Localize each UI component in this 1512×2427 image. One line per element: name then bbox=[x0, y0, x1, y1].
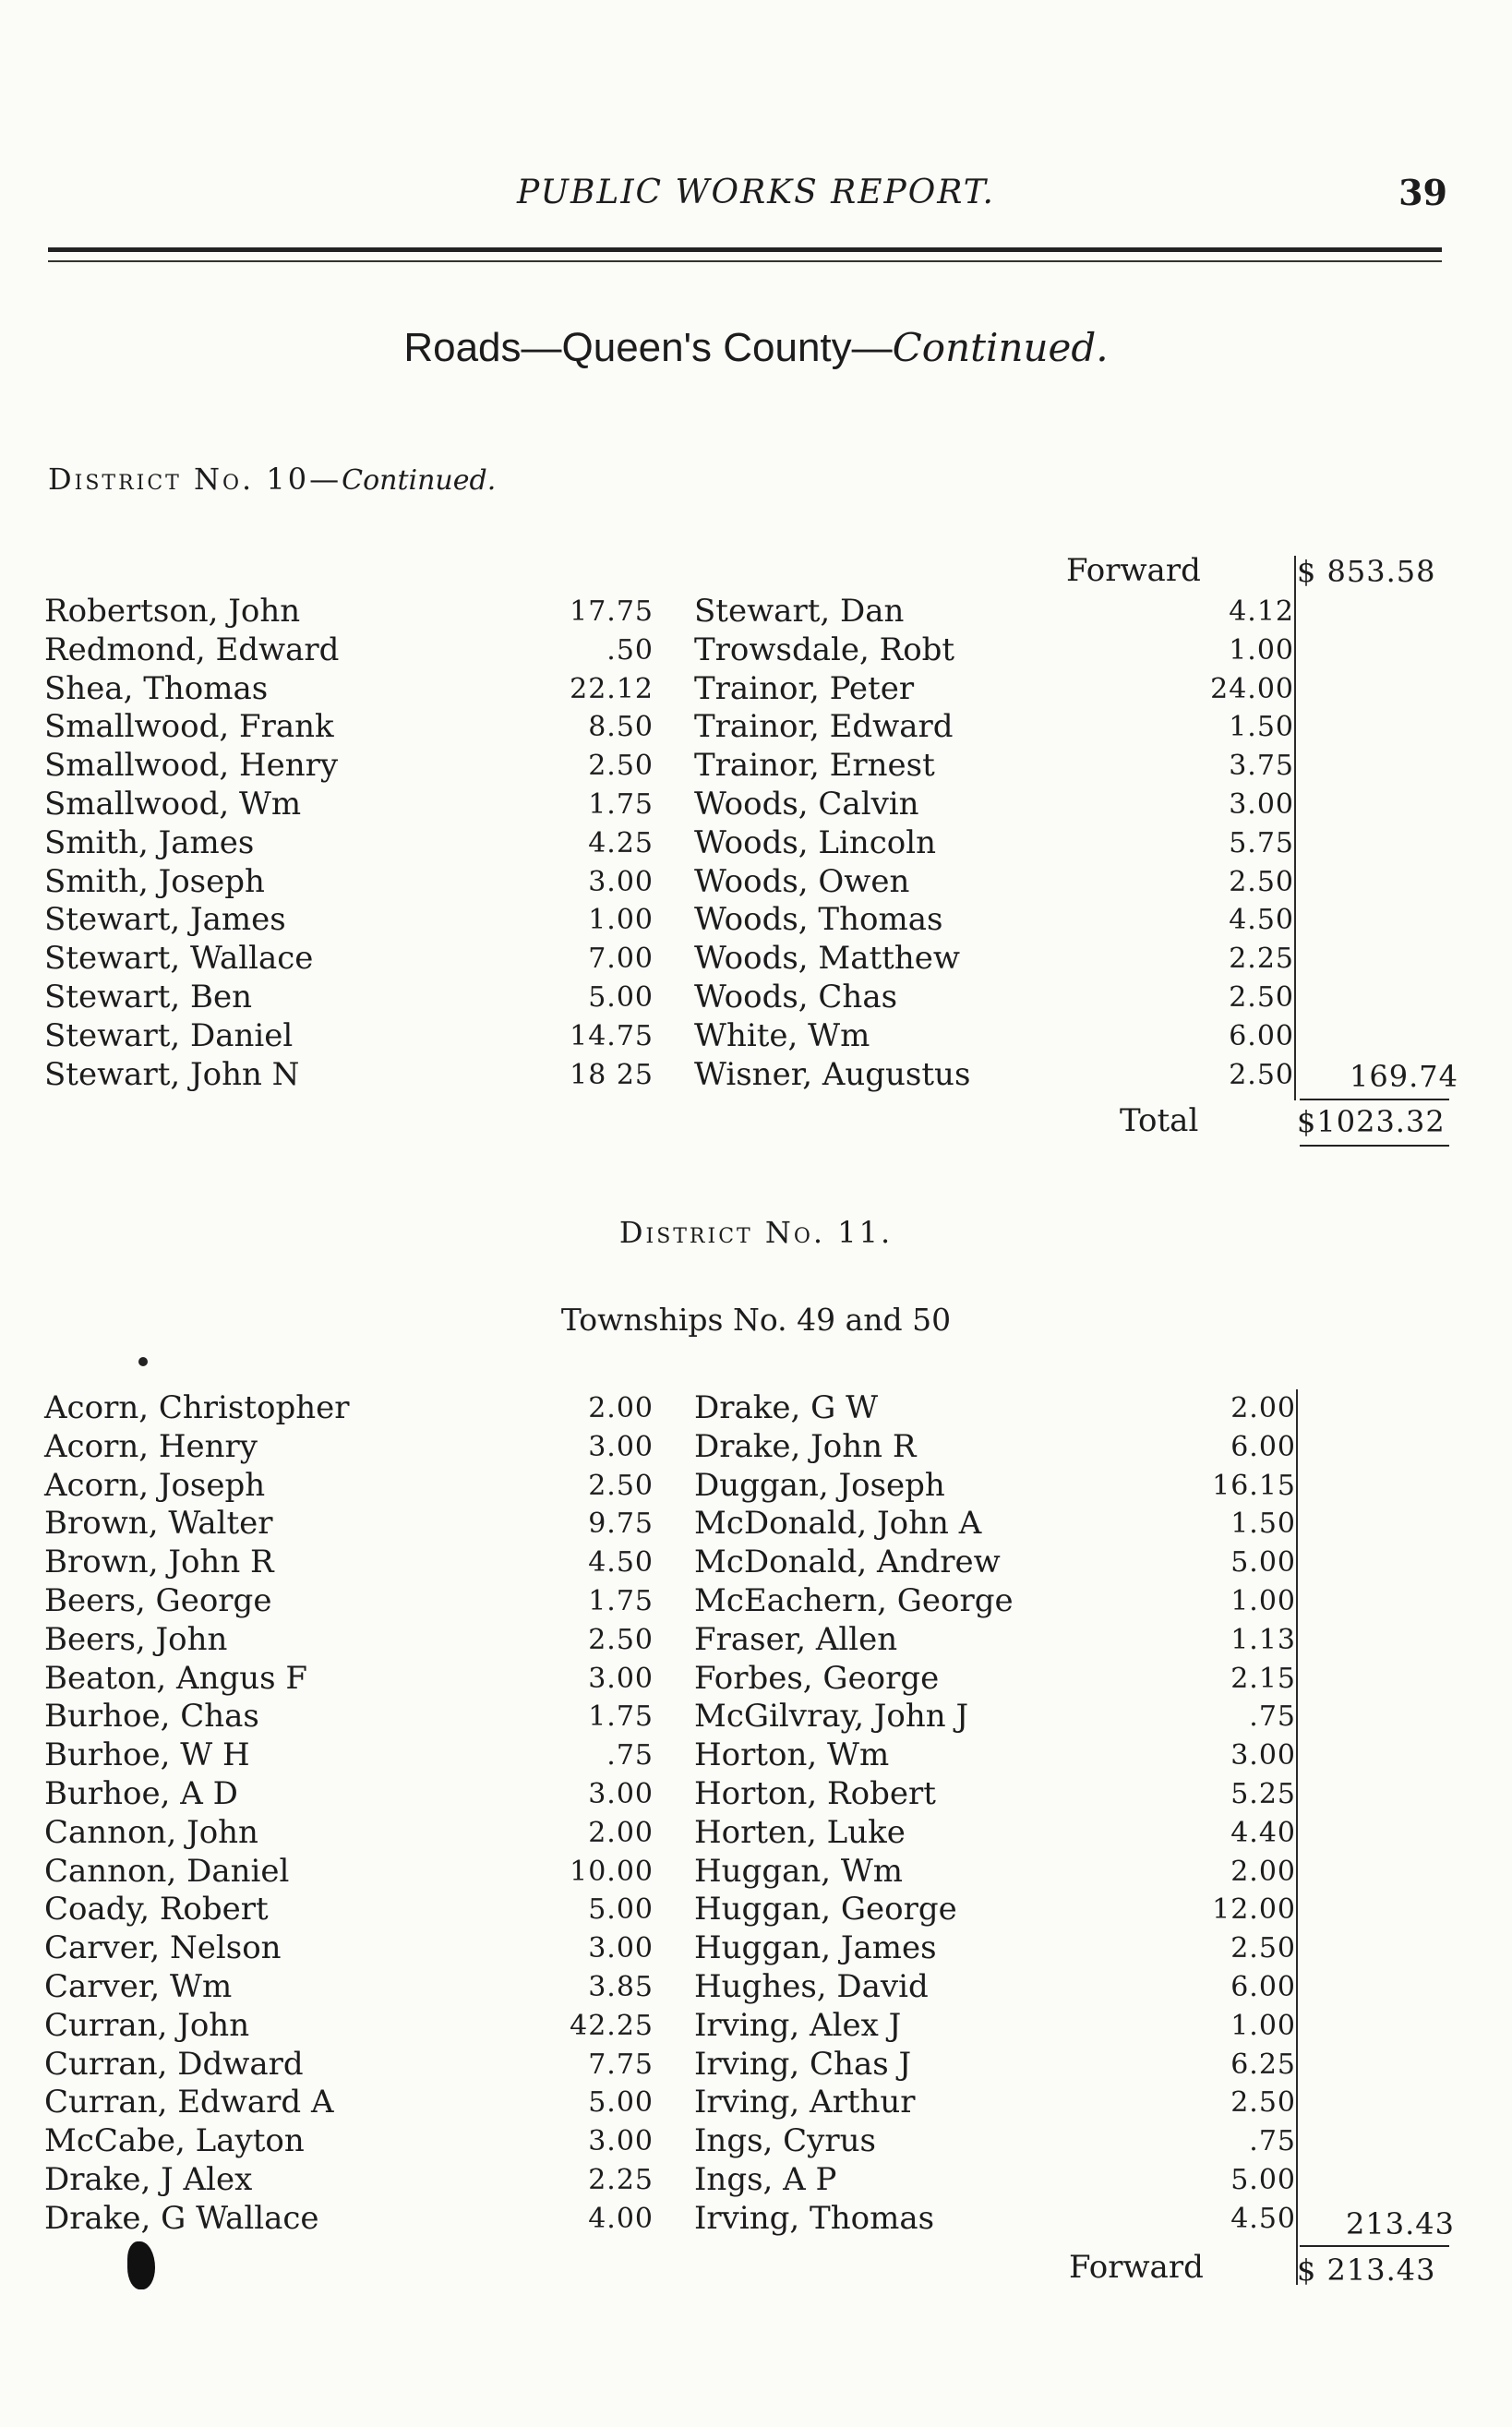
district-10-left-row bbox=[44, 1017, 654, 1056]
district-11-left-row bbox=[44, 1467, 654, 1506]
entry-amount: 1.13 bbox=[1230, 1623, 1296, 1656]
entry-name: Curran, Edward A bbox=[44, 2084, 334, 2121]
entry-name: Carver, Wm bbox=[44, 1967, 233, 2005]
district-11-right-row bbox=[694, 1736, 1296, 1775]
entry-name: Stewart, Ben bbox=[44, 978, 252, 1015]
entry-name: McCabe, Layton bbox=[44, 2122, 305, 2160]
entry-name: Horten, Luke bbox=[694, 1813, 906, 1851]
district-10-left-row bbox=[44, 670, 654, 709]
entry-amount: 2.25 bbox=[588, 2163, 654, 2196]
entry-amount: 5.00 bbox=[1230, 2163, 1296, 2196]
district-10-left-row bbox=[44, 786, 654, 824]
district-11-right-row bbox=[694, 1389, 1296, 1428]
entry-amount: .75 bbox=[606, 1739, 654, 1772]
entry-amount: 2.00 bbox=[1230, 1392, 1296, 1424]
entry-name: Drake, John R bbox=[694, 1427, 917, 1465]
forward-value-bottom: $ 213.43 bbox=[1297, 2253, 1436, 2288]
entry-amount: 22.12 bbox=[570, 672, 654, 705]
entry-name: Duggan, Joseph bbox=[694, 1466, 945, 1504]
entry-name: Smallwood, Wm bbox=[44, 785, 302, 823]
entry-name: Curran, Ddward bbox=[44, 2045, 304, 2083]
district-10-amount-rule bbox=[1294, 556, 1296, 1100]
district-11-right-row bbox=[694, 1814, 1296, 1853]
entry-name: McDonald, John A bbox=[694, 1505, 982, 1543]
district-11-left-row bbox=[44, 1660, 654, 1699]
district-11-left-row bbox=[44, 1389, 654, 1428]
district-10-left-row bbox=[44, 824, 654, 863]
total-value: $1023.32 bbox=[1297, 1104, 1446, 1139]
entry-name: Woods, Chas bbox=[694, 978, 898, 1015]
district-11-left-row bbox=[44, 1891, 654, 1929]
entry-name: Irving, Chas J bbox=[694, 2045, 912, 2083]
section-title bbox=[0, 325, 1512, 371]
district-11-right-row bbox=[694, 2200, 1296, 2239]
entry-name: Forbes, George bbox=[694, 1659, 940, 1697]
entry-amount: 4.00 bbox=[588, 2202, 654, 2235]
district-11-amount-rule bbox=[1296, 1389, 1298, 2285]
entry-amount: 3.00 bbox=[588, 2125, 654, 2158]
entry-amount: 14.75 bbox=[570, 1019, 654, 1052]
entry-name: Stewart, Wallace bbox=[44, 940, 314, 978]
entry-amount: 7.75 bbox=[588, 2048, 654, 2081]
entry-amount: 5.75 bbox=[1229, 826, 1294, 859]
entry-name: Horton, Wm bbox=[694, 1736, 890, 1774]
district-11-right-row bbox=[694, 2161, 1296, 2200]
entry-name: Huggan, James bbox=[694, 1929, 937, 1967]
entry-name: Redmond, Edward bbox=[44, 631, 340, 668]
entry-amount: 2.00 bbox=[588, 1392, 654, 1424]
entry-amount: 1.75 bbox=[588, 1584, 654, 1617]
header-rule-thin bbox=[48, 260, 1442, 262]
entry-amount: 4.50 bbox=[588, 1546, 654, 1580]
entry-amount: 2.50 bbox=[1229, 1058, 1294, 1091]
entry-amount: 42.25 bbox=[570, 2009, 654, 2042]
entry-amount: 2.00 bbox=[1230, 1855, 1296, 1888]
district-10-left-row bbox=[44, 708, 654, 747]
entry-name: Stewart, James bbox=[44, 901, 286, 939]
district-11-left-row bbox=[44, 1968, 654, 2007]
section-title-italic: Continued. bbox=[892, 325, 1109, 370]
district-11-left-row bbox=[44, 1505, 654, 1544]
district-11-left-row bbox=[44, 1814, 654, 1853]
entry-name: Fraser, Allen bbox=[694, 1620, 898, 1658]
district-11-right-row bbox=[694, 1698, 1296, 1736]
entry-name: Acorn, Joseph bbox=[44, 1466, 266, 1504]
district-11-left-row bbox=[44, 1428, 654, 1467]
entry-name: Burhoe, W H bbox=[44, 1736, 250, 1774]
entry-name: Drake, J Alex bbox=[44, 2160, 253, 2198]
entry-name: Shea, Thomas bbox=[44, 669, 269, 707]
entry-name: Robertson, John bbox=[44, 593, 301, 630]
entry-amount: 4.50 bbox=[1230, 2202, 1296, 2235]
district-11-right-row bbox=[694, 1891, 1296, 1929]
entry-name: Huggan, George bbox=[694, 1891, 957, 1928]
district-11-right-row bbox=[694, 2122, 1296, 2161]
entry-amount: 10.00 bbox=[570, 1855, 654, 1888]
entry-name: Cannon, Daniel bbox=[44, 1852, 290, 1890]
district-10-right-row bbox=[694, 1056, 1294, 1095]
entry-name: Drake, G Wallace bbox=[44, 2199, 319, 2237]
entry-name: Trainor, Ernest bbox=[694, 747, 935, 785]
entry-name: Stewart, Daniel bbox=[44, 1016, 294, 1054]
section-title-main: Roads—Queen's County— bbox=[403, 325, 893, 370]
entry-amount: 3.00 bbox=[1230, 1739, 1296, 1772]
forward-value-top: $ 853.58 bbox=[1297, 554, 1436, 589]
entry-amount: 12.00 bbox=[1212, 1893, 1296, 1927]
district-10-left-row bbox=[44, 593, 654, 631]
entry-amount: .75 bbox=[1249, 1700, 1296, 1734]
entry-amount: 5.00 bbox=[588, 2086, 654, 2120]
entry-name: Woods, Matthew bbox=[694, 940, 960, 978]
entry-name: McGilvray, John J bbox=[694, 1698, 969, 1736]
entry-amount: 6.25 bbox=[1230, 2048, 1296, 2081]
entry-name: Ings, Cyrus bbox=[694, 2122, 876, 2160]
entry-amount: 6.00 bbox=[1230, 1970, 1296, 2003]
entry-name: Woods, Owen bbox=[694, 862, 910, 900]
entry-amount: 3.00 bbox=[588, 1662, 654, 1695]
entry-name: Acorn, Christopher bbox=[44, 1389, 350, 1426]
district-10-right-row bbox=[694, 979, 1294, 1017]
district-10-subtotal: 169.74 bbox=[1350, 1059, 1458, 1094]
district-10-heading-text: District No. 10— bbox=[48, 462, 342, 497]
total-underline bbox=[1300, 1145, 1449, 1147]
entry-amount: 4.40 bbox=[1230, 1816, 1296, 1849]
entry-name: Hughes, David bbox=[694, 1967, 929, 2005]
entry-amount: 5.25 bbox=[1230, 1777, 1296, 1810]
entry-name: Burhoe, Chas bbox=[44, 1698, 259, 1736]
district-10-heading bbox=[48, 462, 496, 497]
district-10-right-row bbox=[694, 940, 1294, 979]
entry-amount: 1.50 bbox=[1229, 711, 1294, 744]
entry-amount: 5.00 bbox=[1230, 1546, 1296, 1580]
entry-name: Beers, George bbox=[44, 1581, 272, 1619]
district-10-right-row bbox=[694, 863, 1294, 902]
page-number: 39 bbox=[1398, 172, 1447, 213]
entry-amount: 5.00 bbox=[588, 980, 654, 1014]
entry-amount: 3.75 bbox=[1229, 750, 1294, 783]
district-10-heading-italic: Continued. bbox=[342, 464, 497, 497]
district-10-right-row bbox=[694, 670, 1294, 709]
entry-amount: 6.00 bbox=[1229, 1019, 1294, 1052]
district-11-right-row bbox=[694, 1582, 1296, 1621]
entry-name: Curran, John bbox=[44, 2006, 250, 2044]
entry-amount: 1.75 bbox=[588, 1700, 654, 1734]
entry-amount: 9.75 bbox=[588, 1508, 654, 1541]
entry-amount: .50 bbox=[606, 633, 654, 667]
district-10-left-row bbox=[44, 747, 654, 786]
entry-amount: 3.85 bbox=[588, 1970, 654, 2003]
entry-name: Smith, Joseph bbox=[44, 862, 265, 900]
district-10-right-row bbox=[694, 593, 1294, 631]
district-10-left-row bbox=[44, 940, 654, 979]
entry-name: Ings, A P bbox=[694, 2160, 837, 2198]
entry-name: Irving, Thomas bbox=[694, 2199, 935, 2237]
entry-amount: 8.50 bbox=[588, 711, 654, 744]
entry-name: Trainor, Edward bbox=[694, 708, 954, 746]
entry-name: Coady, Robert bbox=[44, 1891, 269, 1928]
entry-amount: 2.50 bbox=[1229, 980, 1294, 1014]
entry-amount: 1.75 bbox=[588, 787, 654, 821]
district-11-right-row bbox=[694, 2084, 1296, 2122]
district-11-left-row bbox=[44, 2200, 654, 2239]
district-11-right-row bbox=[694, 2007, 1296, 2046]
entry-name: Beaton, Angus F bbox=[44, 1659, 307, 1697]
entry-name: Smallwood, Frank bbox=[44, 708, 334, 746]
entry-amount: 2.25 bbox=[1229, 943, 1294, 976]
entry-amount: 1.50 bbox=[1230, 1508, 1296, 1541]
district-11-right-row bbox=[694, 1775, 1296, 1814]
district-10-right-row bbox=[694, 1017, 1294, 1056]
district-11-left-row bbox=[44, 1582, 654, 1621]
entry-name: Woods, Calvin bbox=[694, 785, 919, 823]
district-10-right-row bbox=[694, 631, 1294, 670]
entry-name: Beers, John bbox=[44, 1620, 228, 1658]
district-11-left-row bbox=[44, 2007, 654, 2046]
district-10-right-row bbox=[694, 708, 1294, 747]
townships-heading: Townships No. 49 and 50 bbox=[560, 1302, 952, 1338]
entry-amount: 4.12 bbox=[1229, 595, 1294, 628]
entry-amount: 3.00 bbox=[588, 1777, 654, 1810]
entry-amount: 3.00 bbox=[588, 1932, 654, 1965]
entry-amount: 2.50 bbox=[1229, 865, 1294, 898]
entry-name: Acorn, Henry bbox=[44, 1427, 258, 1465]
district-10-right-row bbox=[694, 824, 1294, 863]
entry-amount: .75 bbox=[1249, 2125, 1296, 2158]
subtotal-rule-11 bbox=[1300, 2245, 1449, 2247]
entry-name: Smallwood, Henry bbox=[44, 747, 339, 785]
district-11-right-column bbox=[694, 1389, 1296, 2239]
entry-name: Irving, Alex J bbox=[694, 2006, 902, 2044]
district-10-left-column bbox=[44, 593, 654, 1094]
entry-name: Trowsdale, Robt bbox=[694, 631, 955, 668]
entry-amount: 2.50 bbox=[588, 1469, 654, 1502]
district-10-left-row bbox=[44, 631, 654, 670]
entry-amount: 6.00 bbox=[1230, 1430, 1296, 1463]
entry-name: Trainor, Peter bbox=[694, 669, 915, 707]
entry-amount: 1.00 bbox=[1230, 1584, 1296, 1617]
entry-name: Wisner, Augustus bbox=[694, 1055, 971, 1093]
district-10-left-row bbox=[44, 1056, 654, 1095]
entry-name: Smith, James bbox=[44, 823, 255, 861]
entry-amount: 7.00 bbox=[588, 943, 654, 976]
district-11-right-row bbox=[694, 1968, 1296, 2007]
entry-name: McDonald, Andrew bbox=[694, 1544, 1001, 1581]
entry-amount: 3.00 bbox=[1229, 787, 1294, 821]
entry-amount: 5.00 bbox=[588, 1893, 654, 1927]
entry-amount: 16.15 bbox=[1212, 1469, 1296, 1502]
entry-amount: 24.00 bbox=[1210, 672, 1294, 705]
district-10-right-column bbox=[694, 593, 1294, 1094]
district-11-left-row bbox=[44, 1621, 654, 1660]
district-10-right-row bbox=[694, 747, 1294, 786]
district-10-left-row bbox=[44, 901, 654, 940]
entry-name: Irving, Arthur bbox=[694, 2084, 916, 2121]
district-11-right-row bbox=[694, 1929, 1296, 1968]
entry-amount: 1.00 bbox=[1229, 633, 1294, 667]
district-11-left-row bbox=[44, 1544, 654, 1582]
ink-speck bbox=[138, 1357, 148, 1366]
entry-amount: 3.00 bbox=[588, 1430, 654, 1463]
entry-name: Brown, Walter bbox=[44, 1505, 273, 1543]
forward-label-top: Forward bbox=[1066, 552, 1201, 589]
subtotal-rule-10 bbox=[1300, 1099, 1449, 1100]
entry-amount: 3.00 bbox=[588, 865, 654, 898]
entry-amount: 4.50 bbox=[1229, 904, 1294, 937]
district-11-left-row bbox=[44, 2046, 654, 2085]
entry-amount: 2.15 bbox=[1230, 1662, 1296, 1695]
total-label: Total bbox=[1120, 1102, 1199, 1139]
entry-name: Cannon, John bbox=[44, 1813, 258, 1851]
district-11-right-row bbox=[694, 1660, 1296, 1699]
district-11-right-row bbox=[694, 1621, 1296, 1660]
entry-amount: 2.50 bbox=[1230, 1932, 1296, 1965]
district-11-left-row bbox=[44, 1736, 654, 1775]
district-11-left-column bbox=[44, 1389, 654, 2239]
entry-amount: 4.25 bbox=[588, 826, 654, 859]
district-11-left-row bbox=[44, 1929, 654, 1968]
entry-name: Carver, Nelson bbox=[44, 1929, 282, 1967]
district-11-heading: District No. 11. bbox=[618, 1215, 894, 1250]
entry-amount: 2.50 bbox=[1230, 2086, 1296, 2120]
district-11-right-row bbox=[694, 1544, 1296, 1582]
entry-name: Horton, Robert bbox=[694, 1774, 936, 1812]
entry-amount: 17.75 bbox=[570, 595, 654, 628]
entry-amount: 1.00 bbox=[588, 904, 654, 937]
ink-blot bbox=[127, 2241, 155, 2289]
district-11-right-row bbox=[694, 1505, 1296, 1544]
district-10-left-row bbox=[44, 979, 654, 1017]
district-10-left-row bbox=[44, 863, 654, 902]
district-10-right-row bbox=[694, 786, 1294, 824]
entry-name: Woods, Thomas bbox=[694, 901, 943, 939]
district-11-right-row bbox=[694, 1467, 1296, 1506]
district-11-left-row bbox=[44, 1853, 654, 1892]
entry-name: Burhoe, A D bbox=[44, 1774, 238, 1812]
entry-name: Stewart, Dan bbox=[694, 593, 905, 630]
district-11-left-row bbox=[44, 1775, 654, 1814]
running-head: PUBLIC WORKS REPORT. bbox=[517, 174, 995, 211]
entry-amount: 2.50 bbox=[588, 750, 654, 783]
entry-name: McEachern, George bbox=[694, 1581, 1014, 1619]
entry-amount: 2.00 bbox=[588, 1816, 654, 1849]
entry-amount: 18 25 bbox=[570, 1058, 654, 1091]
district-11-right-row bbox=[694, 1428, 1296, 1467]
entry-name: Woods, Lincoln bbox=[694, 823, 937, 861]
entry-name: Brown, John R bbox=[44, 1544, 274, 1581]
header-rule-thick bbox=[48, 247, 1442, 252]
entry-name: Stewart, John N bbox=[44, 1055, 300, 1093]
entry-amount: 2.50 bbox=[588, 1623, 654, 1656]
entry-amount: 1.00 bbox=[1230, 2009, 1296, 2042]
district-11-left-row bbox=[44, 2161, 654, 2200]
district-11-left-row bbox=[44, 2122, 654, 2161]
district-11-subtotal: 213.43 bbox=[1346, 2206, 1455, 2241]
forward-label-bottom: Forward bbox=[1069, 2249, 1204, 2286]
entry-name: Huggan, Wm bbox=[694, 1852, 904, 1890]
entry-name: Drake, G W bbox=[694, 1389, 879, 1426]
district-10-right-row bbox=[694, 901, 1294, 940]
district-11-right-row bbox=[694, 1853, 1296, 1892]
district-11-left-row bbox=[44, 2084, 654, 2122]
entry-name: White, Wm bbox=[694, 1016, 870, 1054]
district-11-right-row bbox=[694, 2046, 1296, 2085]
district-11-left-row bbox=[44, 1698, 654, 1736]
